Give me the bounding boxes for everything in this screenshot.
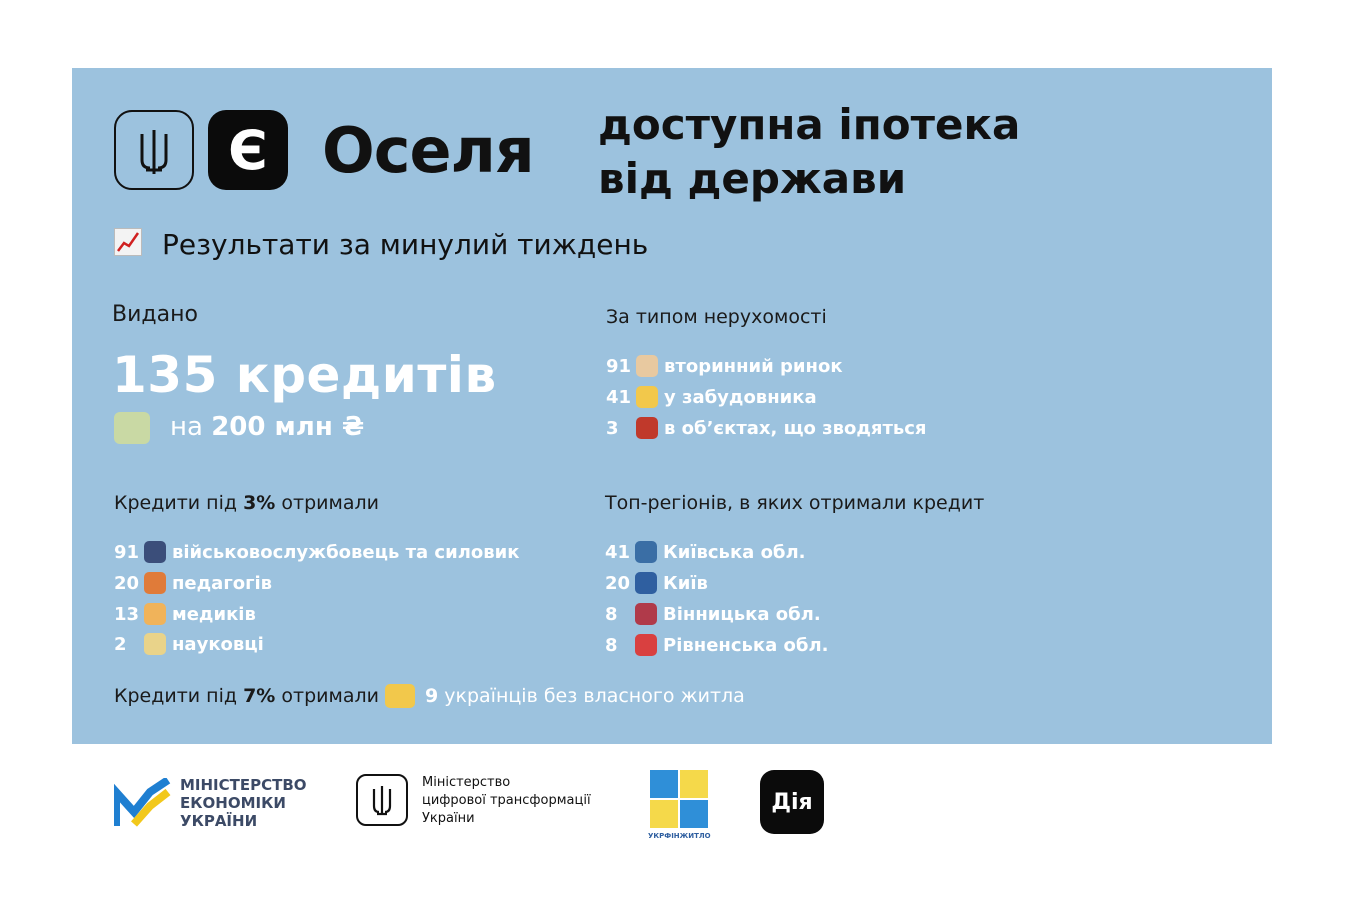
list-item: 2 науковці [114, 633, 264, 655]
money-icon [114, 412, 150, 444]
bricks-icon [636, 417, 658, 439]
health-worker-icon [144, 603, 166, 625]
kyiv-oblast-coat-of-arms-icon [635, 541, 657, 563]
builder-icon [636, 386, 658, 408]
list-item: 91 військовослужбовець та силовик [114, 541, 520, 563]
regions-label: Топ-регіонів, в яких отримали кредит [605, 492, 985, 514]
list-item: 8 Рівненська обл. [605, 634, 829, 656]
brand-title: Оселя [322, 114, 534, 187]
issued-label: Видано [112, 302, 198, 327]
results-title: Результати за минулий тиждень [162, 228, 649, 261]
ukrfinzhytlo-logo: УКРФІНЖИТЛО [648, 770, 712, 842]
headline-line1: доступна іпотека [598, 100, 1021, 149]
issued-sum: на 200 млн ₴ [170, 412, 365, 442]
list-item: 91 вторинний ринок [606, 355, 843, 377]
teacher-icon [144, 572, 166, 594]
issued-total: 135 кредитів [112, 346, 497, 404]
oselia-e-logo: Є [208, 110, 288, 190]
masks-icon [385, 684, 415, 708]
headline [598, 98, 1020, 206]
chart-up-icon [114, 228, 142, 256]
headline-line2: від держави [598, 154, 907, 203]
list-item: 41 у забудовника [606, 386, 817, 408]
vinnytsia-coat-of-arms-icon [635, 603, 657, 625]
list-item: 13 медиків [114, 603, 256, 625]
house-icon [636, 355, 658, 377]
property-type-label: За типом нерухомості [606, 306, 827, 328]
info-panel [72, 68, 1272, 744]
credit7-line: Кредити під 7% отримали 9 українців без власного житла [114, 685, 745, 707]
police-officer-icon [144, 541, 166, 563]
list-item: 41 Київська обл. [605, 541, 806, 563]
rivne-coat-of-arms-icon [635, 634, 657, 656]
trident-icon [356, 774, 408, 826]
list-item: 8 Вінницька обл. [605, 603, 821, 625]
list-item: 20 Київ [605, 572, 708, 594]
scientist-icon [144, 633, 166, 655]
ministry-economy-icon [114, 778, 172, 828]
kyiv-coat-of-arms-icon [635, 572, 657, 594]
list-item: 20 педагогів [114, 572, 273, 594]
list-item: 3 в об’єктах, що зводяться [606, 417, 927, 439]
trident-logo [114, 110, 194, 190]
credit3-label: Кредити під 3% отримали [114, 492, 379, 514]
diia-logo: Дія [760, 770, 824, 834]
